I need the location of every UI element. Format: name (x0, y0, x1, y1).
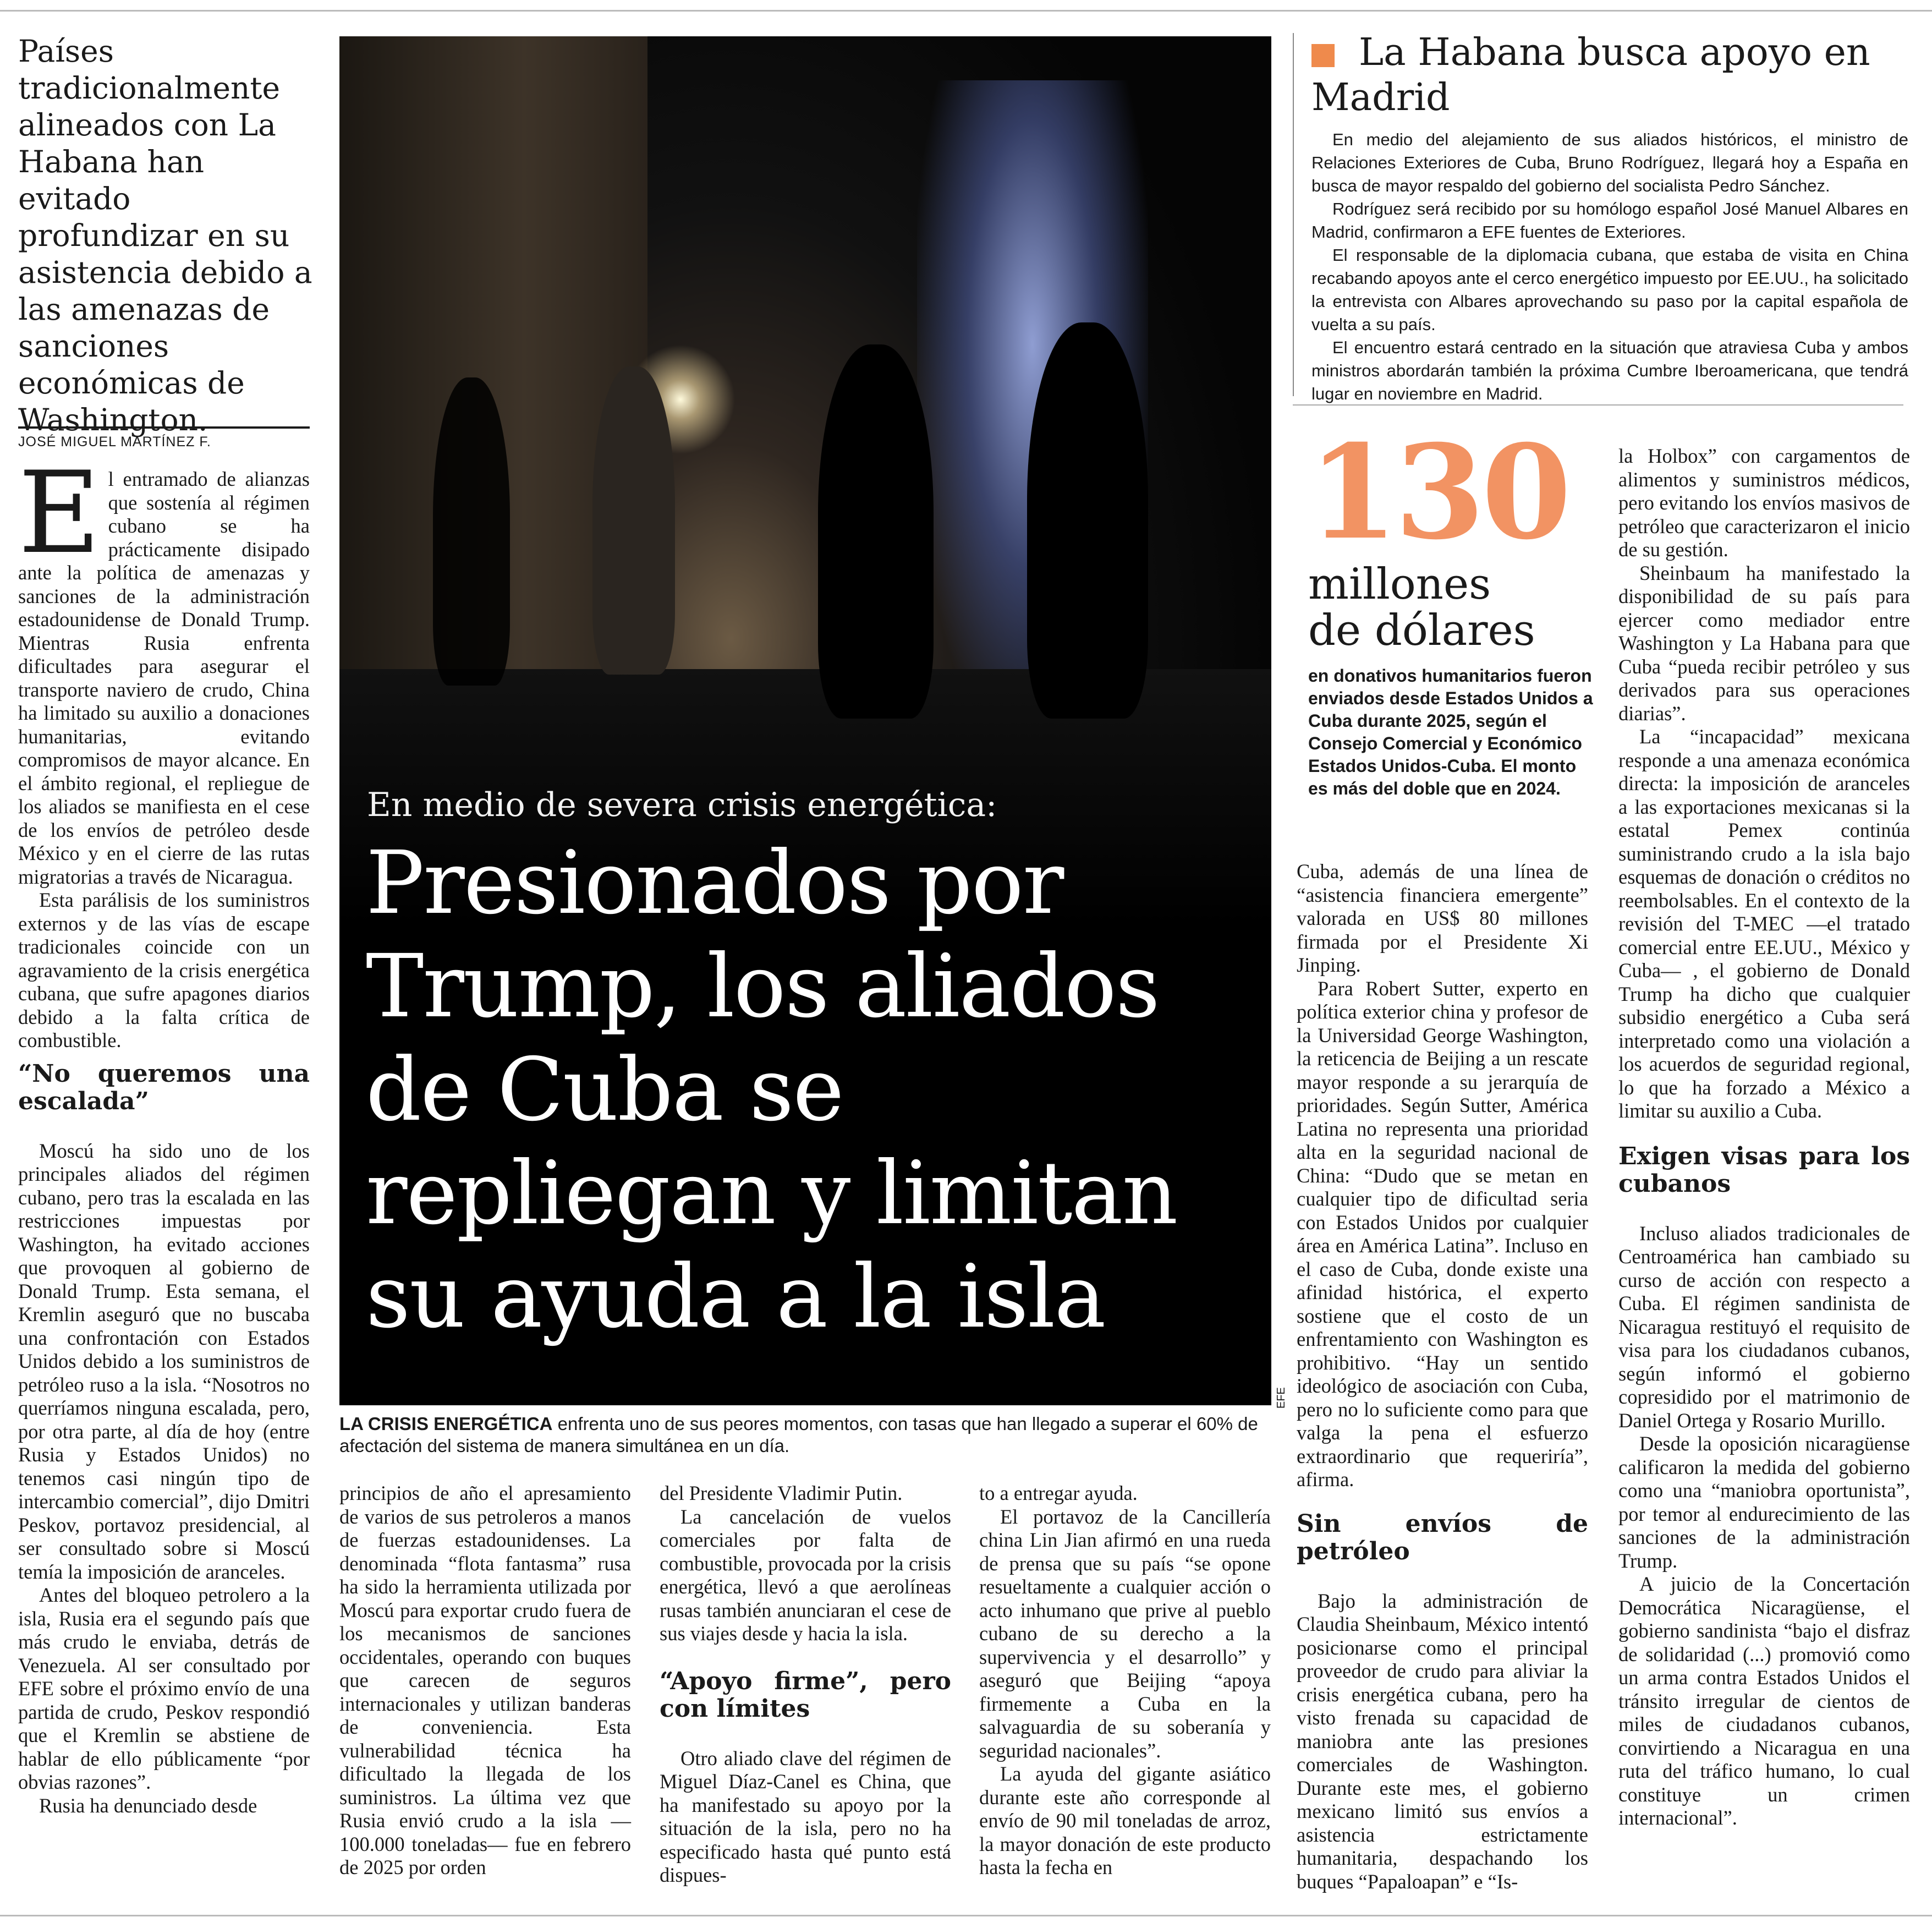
headline-kicker: En medio de severa crisis energética: (367, 786, 997, 824)
col3-paragraph: La cancelación de vuelos comerciales por falta de combustible, provocada por la crisis energética, llevó a que aerolíneas rusas también anunciaran el cese de sus viajes desde y hacia la isla. (660, 1505, 951, 1645)
sidebar-paragraph: En medio del alejamiento de sus aliados históricos, el ministro de Relaciones Exteriores de Cuba, Bruno Rodríguez, llegará hoy a España en busca de mayor respaldo del gobierno del socialista Pedro Sánchez. (1311, 130, 1908, 195)
headline-line: su ayuda a la isla (366, 1246, 1105, 1348)
stat-box (1308, 417, 1594, 800)
sidebar-paragraph: El responsable de la diplomacia cubana, que estaba de visita en China recabando apoyos ante el cerco energético impuesto por EE.UU., ha solicitado la entrevista con Albares aprovechando su paso por la capital española de vuelta a su país. (1311, 245, 1908, 334)
sidebar-bottom-rule (1293, 404, 1903, 406)
col1-paragraph: l entramado de alianzas que sostenía al régimen cubano se ha prácticamente disipado ante la política de amenazas y sanciones de la administración estadounidense de Donald Trump. Mientras Rusia enfrenta dificultades para asegurar el transporte naviero de crudo, China ha limitado su auxilio a donaciones humanitarias, evitando compromisos de mayor alcance. En el ámbito regional, el repliegue de los aliados se manifiesta en el cese de los envíos de petróleo desde México y en el cierre de las rutas migratorias a través de Nicaragua. (18, 468, 310, 888)
col6-paragraph: Incluso aliados tradicionales de Centroamérica han cambiado su curso de acción con respecto a Cuba. El régimen sandinista de Nicaragua restituyó el requisito de visa para los ciudadanos cubanos, según informó el gobierno copresidido por el matrimonio de Daniel Ortega y Rosario Murillo. (1618, 1222, 1910, 1432)
stat-number: 130 (1308, 417, 1568, 568)
column-4 (979, 1482, 1271, 1880)
col3-paragraph: Otro aliado clave del régimen de Miguel Díaz-Canel es China, que ha manifestado su apoyo por la situación de la isla, pero no ha especificado hasta qué punto está dispues- (660, 1746, 951, 1886)
sidebar-rule (1293, 33, 1294, 396)
col4-paragraph: La ayuda del gigante asiático durante este año corresponde al envío de 90 mil toneladas de arroz, la mayor donación de este producto hasta la fecha en (979, 1762, 1271, 1878)
col1-paragraph: Esta parálisis de los suministros externos y de las vías de escape tradicionales coincide con un agravamiento de la crisis energética cubana, que sufre apagones diarios debido a la falta crítica de combustible. (18, 889, 310, 1051)
subhead-sin-envios: Sin envíos de petróleo (1297, 1509, 1588, 1565)
col6-paragraph: La “incapacidad” mexicana responde a una amenaza económica directa: la imposición de aranceles a las exportaciones mexicanas si la estatal Pemex continúa suministrando crudo a la isla bajo esquemas de donación o créditos no reembolsables. En el contexto de la revisión del T-MEC —el tratado comercial entre EE.UU., México y Cuba— , el gobierno de Donald Trump ha dicho que cualquier subsidio energético a Cuba será interpretado como una violación a los acuerdos de seguridad regional, lo que ha forzado a México a limitar su auxilio a Cuba. (1618, 725, 1910, 1122)
bottom-rule (0, 1915, 1932, 1916)
subhead-apoyo-firme: “Apoyo firme”, pero con límites (660, 1667, 951, 1723)
col6-paragraph: A juicio de la Concertación Democrática Nicaragüense, el gobierno sandinista “bajo el disfraz de solidaridad (...) promovió como un arma contra Estados Unidos el tránsito irregular de cientos de miles de ciudadanos cubanos, convirtiendo a Nicaragua en una ruta del tráfico humano, lo cual constituye un crimen internacional”. (1618, 1573, 1910, 1829)
col3-paragraph: del Presidente Vladimir Putin. (660, 1482, 903, 1504)
col1-paragraph: Antes del bloqueo petrolero a la isla, Rusia era el segundo país que más crudo le enviaba, detrás de Venezuela. Al ser consultado por EFE sobre el próximo envío de una partida de crudo, Peskov respondió que el Kremlin se abstiene de hablar de ello públicamente “por obvias razones”. (18, 1584, 310, 1793)
headline-line: repliegan y limitan (366, 1143, 1177, 1244)
col1-paragraph: Rusia ha denunciado desde (39, 1794, 257, 1817)
column-5 (1297, 860, 1588, 1893)
caption-text: enfrenta uno de sus peores momentos, con tasas que han llegado a superar el 60% de afectación del sistema de manera simultánea en un día. (339, 1414, 1258, 1456)
col4-paragraph: to a entregar ayuda. (979, 1482, 1138, 1504)
col6-paragraph: Desde la oposición nicaragüense calificaron la medida del gobierno como una “maniobra oportunista”, por temor al endurecimiento de las sanciones de la administración Trump. (1618, 1432, 1910, 1572)
subhead-exigen-visas: Exigen visas para los cubanos (1618, 1142, 1910, 1198)
col1-paragraph: Moscú ha sido uno de los principales aliados del régimen cubano, pero tras la escalada en las restricciones impuestas por Washington, ha evitado acciones que provoquen al gobierno de Donald Trump. Esta semana, el Kremlin aseguró que no buscaba una confrontación con Estados Unidos debido a los suministros de petróleo ruso a la isla. “Nosotros no querríamos ninguna escalada, pero, por otra parte, al día de hoy (entre Rusia y Estados Unidos) no tenemos casi ningún tipo de intercambio comercial”, dijo Dmitri Peskov, portavoz presidencial, al ser consultado sobre si Moscú temía la imposición de aranceles. (18, 1139, 310, 1583)
column-2 (339, 1482, 631, 1880)
subhead-no-queremos: “No queremos una escalada” (18, 1059, 310, 1115)
col2-paragraph: principios de año el apresamiento de varios de sus petroleros a manos de fuerzas estadounidenses. La denominada “flota fantasma” rusa ha sido la herramienta utilizada por Moscú para exportar crudo fuera de los mecanismos de sanciones occidentales, operando con buques que carecen de seguros internacionales y utilizan banderas de conveniencia. Esta vulnerabilidad técnica ha dificultado la llegada de los suministros. La última vez que Rusia envió crudo a la isla —100.000 toneladas— fue en febrero de 2025 por orden (339, 1482, 631, 1878)
sidebar-paragraph: Rodríguez será recibido por su homólogo español José Manuel Albares en Madrid, confirmaron a EFE fuentes de Exteriores. (1311, 199, 1908, 242)
sidebar-box (1311, 30, 1908, 406)
col5-paragraph: Bajo la administración de Claudia Sheinbaum, México intentó posicionarse como el principal proveedor de crudo para aliviar la crisis energética cubana, pero ha visto frenada su capacidad de maniobra ante las presiones comerciales de Washington. Durante este mes, el gobierno mexicano limitó sus envíos a asistencia estrictamente humanitaria, despachando los buques “Papaloapan” e “Is- (1297, 1589, 1588, 1893)
sidebar-paragraph: El encuentro estará centrado en la situación que atraviesa Cuba y ambos ministros abordarán también la próxima Cumbre Iberoamericana, que tendrá lugar en noviembre en Madrid. (1311, 338, 1908, 403)
col5-paragraph: Para Robert Sutter, experto en política exterior china y profesor de la Universidad George Washington, la reticencia de Beijing a un rescate mayor responde a su jerarquía de prioridades. Según Sutter, América Latina no representa una prioridad alta en la seguridad nacional de China: “Dudo que se metan en cualquier tipo de dificultad seria con Estados Unidos por cualquier área en América Latina”. Incluso en el caso de Cuba, donde existe una afinidad histórica, el experto sostiene que el costo de un enfrentamiento con Washington es prohibitivo. “Hay un sentido ideológico de asociación con Cuba, pero no lo suficiente como para que valga la pena el esfuerzo extraordinario que requeriría”, afirma. (1297, 977, 1588, 1491)
col5-paragraph: Cuba, además de una línea de “asistencia financiera emergente” valorada en US$ 80 millones firmada por el Presidente Xi Jinping. (1297, 860, 1588, 976)
headline (366, 831, 1268, 1349)
column-1 (18, 448, 310, 1817)
sidebar-title: La Habana busca apoyo en Madrid (1311, 31, 1870, 119)
lead-photo (339, 36, 1271, 1405)
headline-line: Trump, los aliados (366, 936, 1159, 1037)
top-rule (0, 10, 1932, 12)
pull-quote: Países tradicionalmente alineados con La Habana han evitado profundizar en su asistencia debido a las amenazas de sanciones económicas de Washington. (18, 34, 312, 437)
byline: JOSÉ MIGUEL MARTÍNEZ F. (18, 426, 310, 450)
caption-lead: LA CRISIS ENERGÉTICA (339, 1414, 553, 1434)
column-6 (1618, 445, 1910, 1830)
headline-line: Presionados por (366, 832, 1063, 934)
col6-paragraph: la Holbox” con cargamentos de alimentos y suministros médicos, pero evitando los envíos masivos de petróleo que caracterizaron el inicio de su gestión. (1618, 445, 1910, 561)
col6-paragraph: Sheinbaum ha manifestado la disponibilidad de su país para ejercer como mediador entre Washington y La Habana para que Cuba “pueda recibir petróleo y sus derivados para sus operaciones diarias”. (1618, 561, 1910, 725)
photo-credit: EFE (1275, 1387, 1287, 1409)
photo-caption (339, 1413, 1271, 1457)
drop-cap: E (18, 448, 101, 579)
col4-paragraph: El portavoz de la Cancillería china Lin Jian afirmó en una rueda de prensa que su país “se opone resueltamente a cualquier acción o acto inhumano que prive al pueblo cubano de su derecho a la supervivencia y el desarrollo” y aseguró que Beijing “apoya firmemente a Cuba en la salvaguardia de su soberanía y seguridad nacionales”. (979, 1505, 1271, 1762)
sidebar-body (1311, 128, 1908, 406)
headline-line: de Cuba se (366, 1039, 843, 1141)
column-3 (660, 1482, 951, 1887)
stat-unit: millones de dólares (1308, 560, 1535, 655)
orange-square-icon (1311, 44, 1335, 67)
stat-description: en donativos humanitarios fueron enviados desde Estados Unidos a Cuba durante 2025, según el Consejo Comercial y Económico Estados Unidos-Cuba. El monto es más del doble que en 2024. (1308, 666, 1593, 798)
